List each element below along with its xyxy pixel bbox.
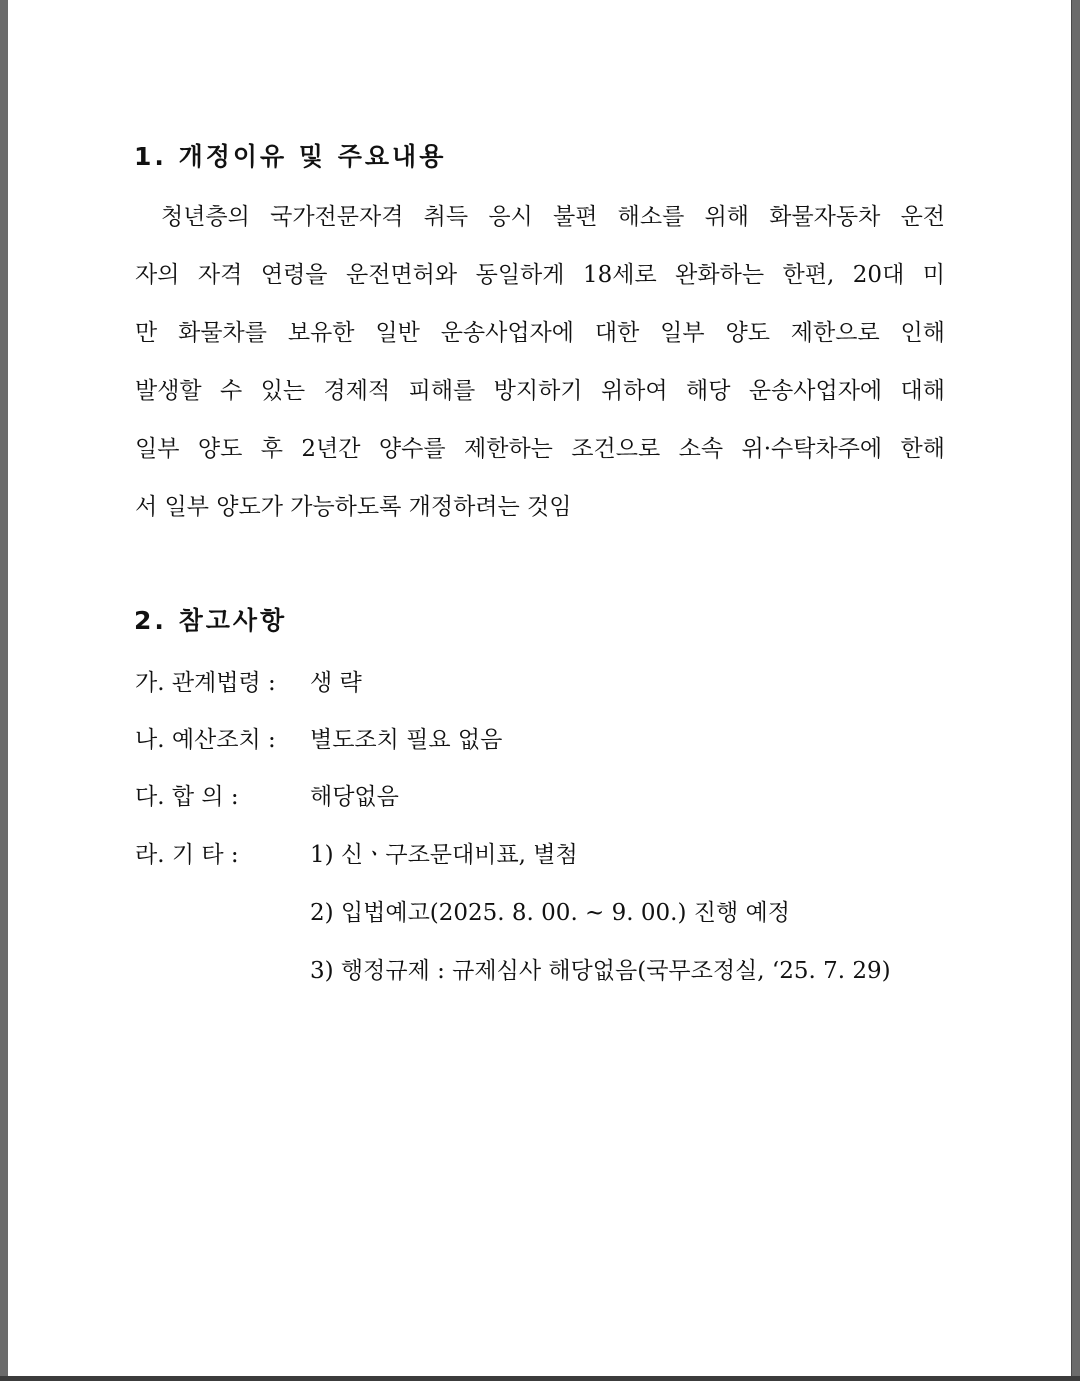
reference-sub-item-regulation: 3) 행정규제 : 규제심사 해당없음(국무조정실, ‘25. 7. 29)	[310, 958, 891, 984]
body-text-line: 만 화물차를 보유한 일반 운송사업자에 대한 일부 양도 제한으로 인해	[135, 320, 945, 346]
reference-value-consultation: 해당없음	[310, 784, 399, 810]
reference-label-other: 라. 기 타 :	[135, 842, 239, 868]
reference-value-budget: 별도조치 필요 없음	[310, 727, 503, 753]
reference-label-related-law: 가. 관계법령 :	[135, 670, 276, 696]
viewer-bottom-edge	[0, 1376, 1080, 1381]
reference-label-consultation: 다. 합 의 :	[135, 784, 239, 810]
body-text-line: 일부 양도 후 2년간 양수를 제한하는 조건으로 소속 위·수탁차주에 한해	[135, 436, 945, 462]
reference-sub-item-legislative-notice: 2) 입법예고(2025. 8. 00. ~ 9. 00.) 진행 예정	[310, 900, 790, 926]
section-heading-references: 2. 참고사항	[134, 606, 288, 635]
reference-value-other: 1) 신ㆍ구조문대비표, 별첨	[310, 842, 578, 868]
section-heading-amendment-reason: 1. 개정이유 및 주요내용	[134, 142, 447, 171]
reference-label-budget: 나. 예산조치 :	[135, 727, 276, 753]
body-text-line: 자의 자격 연령을 운전면허와 동일하게 18세로 완화하는 한편, 20대 미	[135, 262, 945, 288]
body-text-line: 발생할 수 있는 경제적 피해를 방지하기 위하여 해당 운송사업자에 대해	[135, 378, 945, 404]
body-text-line: 청년층의 국가전문자격 취득 응시 불편 해소를 위해 화물자동차 운전	[161, 204, 945, 230]
body-text-line: 서 일부 양도가 가능하도록 개정하려는 것임	[135, 494, 572, 520]
document-page	[8, 0, 1072, 1376]
reference-value-related-law: 생 략	[310, 670, 362, 696]
